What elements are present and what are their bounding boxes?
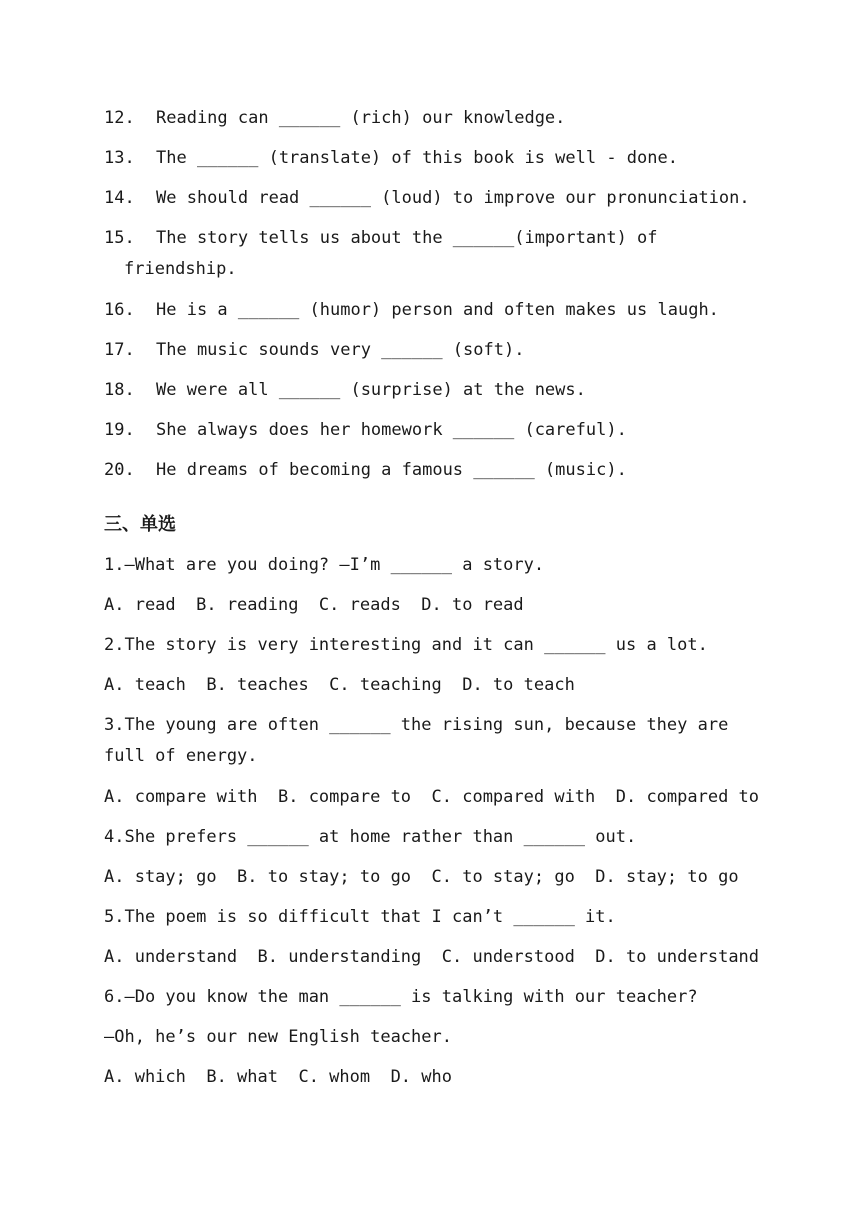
fill-in-item-15-continuation: friendship. bbox=[124, 259, 237, 279]
section-heading: 三、单选 bbox=[104, 514, 176, 535]
mcq-question-6: 6.—Do you know the man ______ is talking with our teacher? bbox=[104, 987, 698, 1007]
fill-in-item-12 bbox=[104, 107, 565, 129]
fill-in-item-19 bbox=[104, 419, 627, 441]
item-number: 18. bbox=[104, 380, 135, 400]
item-text: The music sounds very ______ (soft). bbox=[156, 340, 525, 360]
item-number: 17. bbox=[104, 340, 135, 360]
item-number: 12. bbox=[104, 108, 135, 128]
item-text: The ______ (translate) of this book is well - done. bbox=[156, 148, 678, 168]
item-number: 16. bbox=[104, 300, 135, 320]
mcq-options-4: A. stay; go B. to stay; to go C. to stay; go D. stay; to go bbox=[104, 867, 739, 887]
mcq-options-1: A. read B. reading C. reads D. to read bbox=[104, 595, 524, 615]
mcq-options-5: A. understand B. understanding C. understood D. to understand bbox=[104, 947, 760, 967]
mcq-question-1: 1.—What are you doing? —I’m ______ a story. bbox=[104, 555, 545, 575]
mcq-options-6: A. which B. what C. whom D. who bbox=[104, 1067, 452, 1087]
fill-in-item-13 bbox=[104, 147, 678, 169]
item-number: 13. bbox=[104, 148, 135, 168]
fill-in-item-16 bbox=[104, 299, 719, 321]
fill-in-item-15 bbox=[104, 227, 658, 249]
mcq-options-3: A. compare with B. compare to C. compared with D. compared to bbox=[104, 787, 760, 807]
item-number: 14. bbox=[104, 188, 135, 208]
mcq-options-2: A. teach B. teaches C. teaching D. to teach bbox=[104, 675, 575, 695]
fill-in-item-18 bbox=[104, 379, 586, 401]
item-number: 19. bbox=[104, 420, 135, 440]
mcq-question-3-continuation: full of energy. bbox=[104, 746, 258, 766]
mcq-question-4: 4.She prefers ______ at home rather than ______ out. bbox=[104, 827, 637, 847]
mcq-question-2: 2.The story is very interesting and it can ______ us a lot. bbox=[104, 635, 708, 655]
item-text: The story tells us about the ______(important) of bbox=[156, 228, 658, 248]
fill-in-item-20 bbox=[104, 459, 627, 481]
fill-in-item-14 bbox=[104, 187, 750, 209]
item-text: He is a ______ (humor) person and often makes us laugh. bbox=[156, 300, 719, 320]
item-text: He dreams of becoming a famous ______ (music). bbox=[156, 460, 627, 480]
item-number: 20. bbox=[104, 460, 135, 480]
mcq-question-5: 5.The poem is so difficult that I can’t ______ it. bbox=[104, 907, 616, 927]
mcq-question-3: 3.The young are often ______ the rising sun, because they are bbox=[104, 715, 729, 735]
item-text: Reading can ______ (rich) our knowledge. bbox=[156, 108, 566, 128]
item-text: We were all ______ (surprise) at the news. bbox=[156, 380, 586, 400]
item-number: 15. bbox=[104, 228, 135, 248]
item-text: She always does her homework ______ (careful). bbox=[156, 420, 627, 440]
fill-in-item-17 bbox=[104, 339, 524, 361]
item-text: We should read ______ (loud) to improve our pronunciation. bbox=[156, 188, 750, 208]
mcq-question-6-continuation: —Oh, he’s our new English teacher. bbox=[104, 1027, 452, 1047]
